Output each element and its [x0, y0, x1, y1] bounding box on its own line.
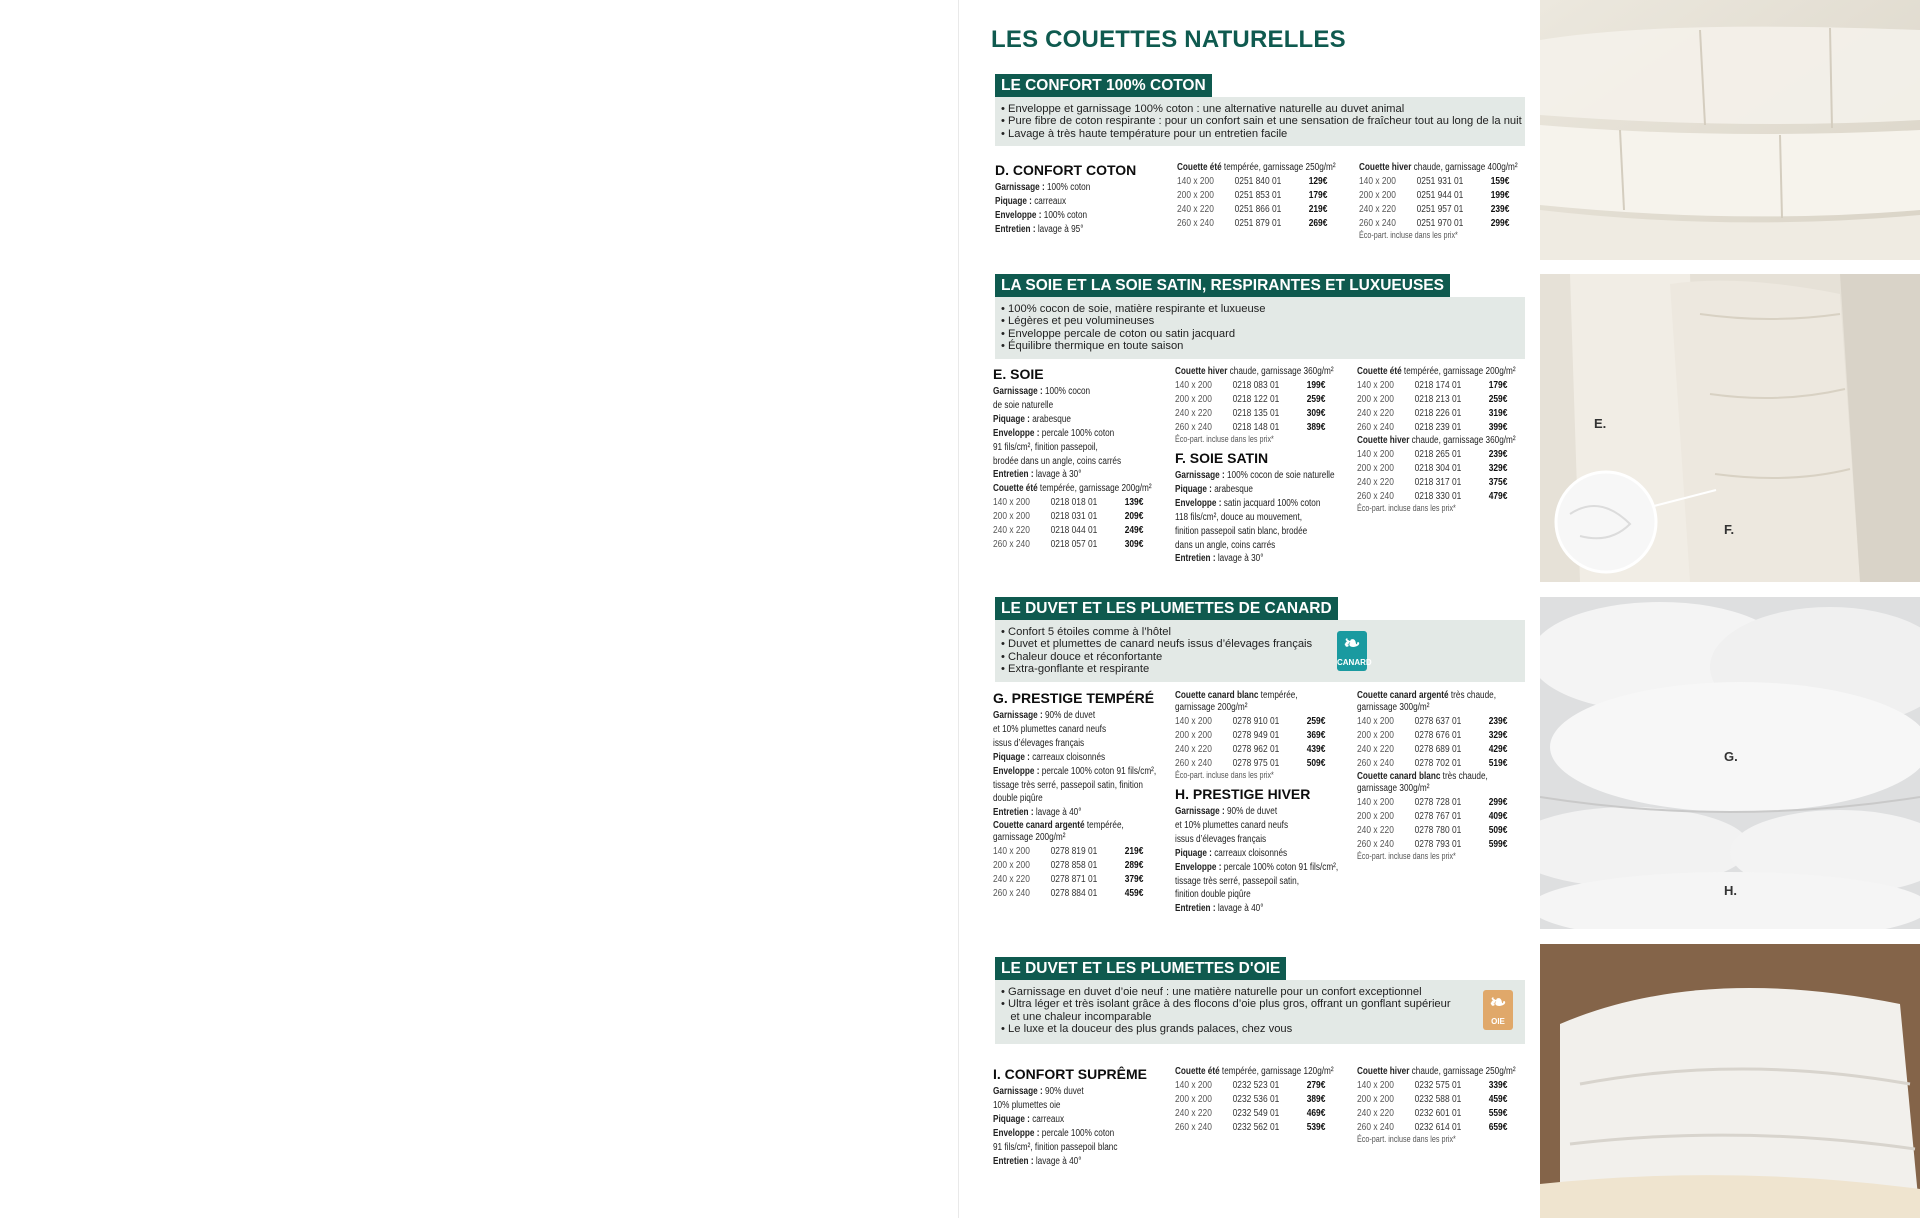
reference-cell: 0278 975 01: [1232, 757, 1280, 769]
price-cell: 259€: [1488, 393, 1508, 405]
size-cell: 200 x 200: [1357, 810, 1394, 822]
reference-cell: 0232 588 01: [1414, 1093, 1462, 1105]
price-cell: 179€: [1488, 379, 1508, 391]
price-row: [1175, 1078, 1325, 1092]
price-table-f: Couette été tempérée, garnissage 200g/m² 140 x 200 0218 174 01 179€ 200 x 200 0218 213 01 259€ 240 x 220 0218 226 01 319€ 260 x 240 0218 239 01 399€ Couette hiver chaude, garnissage 360g/m² 140 x 200 0218 265 01 239€ 200 x 200 0218 304 01 329€ 240 x 220 0218 317 01 375€ 260 x 240 0218 330 01 479€ Éco-part. incluse dans les prix*: [1357, 366, 1516, 513]
price-cell: 199€: [1306, 379, 1326, 391]
price-cell: 129€: [1308, 175, 1328, 187]
price-row: [1177, 202, 1327, 216]
bullet: • Légères et peu volumineuses: [1001, 315, 1155, 328]
product-g: G. PRESTIGE TEMPÉRÉ Garnissage : 90% de duvet et 10% plumettes canard neufs issus d’élevages français Piquage : carreaux cloisonnés Enveloppe : percale 100% coton 91 fils/cm², tissage très serré, passepoil satin, finition double piqûre Entretien : lavage à 40° Couette canard argenté tempérée, garnissage 200g/m² 140 x 200 0278 819 01 219€ 200 x 200 0278 858 01 289€ 240 x 220 0278 871 01 379€ 260 x 240 0278 884 01 459€: [993, 690, 1192, 900]
size-cell: 260 x 240: [1175, 421, 1212, 433]
eco-note: Éco-part. incluse dans les prix*: [1357, 851, 1456, 861]
reference-cell: 0232 536 01: [1232, 1093, 1280, 1105]
price-table-i-summer: Couette été tempérée, garnissage 120g/m² 140 x 200 0232 523 01 279€ 200 x 200 0232 536 01 389€ 240 x 220 0232 549 01 469€ 260 x 240 0232 562 01 539€: [1175, 1066, 1334, 1133]
price-row: [1357, 795, 1507, 809]
price-cell: 459€: [1488, 1093, 1508, 1105]
size-cell: 260 x 240: [1359, 217, 1396, 229]
reference-cell: 0278 962 01: [1232, 743, 1280, 755]
product-e: E. SOIE Garnissage : 100% cocon de soie naturelle Piquage : arabesque Enveloppe : percale 100% coton 91 fils/cm², finition passepoil, brodée dans un angle, coins carrés Entretien : lavage à 30° Couette été tempérée, garnissage 200g/m² 140 x 200 0218 018 01 139€ 200 x 200 0218 031 01 209€ 240 x 220 0218 044 01 249€ 260 x 240 0218 057 01 309€: [993, 366, 1186, 551]
price-cell: 209€: [1124, 510, 1144, 523]
section-bullets: [995, 297, 1525, 359]
reference-cell: 0278 793 01: [1414, 838, 1462, 850]
size-cell: 200 x 200: [1175, 393, 1212, 405]
product-specs: Garnissage : 90% de duvet et 10% plumettes canard neufs issus d’élevages français Piquage : carreaux cloisonnés Enveloppe : percale 100% coton 91 fils/cm², tissage très serré, passepoil satin, finition double piqûre Entretien : lavage à 40°: [1175, 806, 1339, 915]
reference-cell: 0218 122 01: [1232, 393, 1280, 405]
price-cell: 559€: [1488, 1107, 1508, 1119]
bullet: • Pure fibre de coton respirante : pour un confort sain et une sensation de fraîcheur tout au long de la nuit: [1001, 115, 1522, 128]
reference-cell: 0218 174 01: [1414, 379, 1462, 391]
price-row: [1175, 378, 1325, 392]
price-cell: 319€: [1488, 407, 1508, 419]
product-specs: Garnissage : 90% de duvet et 10% plumettes canard neufs issus d’élevages français Piquage : carreaux cloisonnés Enveloppe : percale 100% coton 91 fils/cm², tissage très serré, passepoil satin, finition double piqûre Entretien : lavage à 40°: [993, 710, 1157, 819]
price-cell: 239€: [1490, 203, 1510, 215]
price-row: [1357, 378, 1507, 392]
product-h: Couette canard blanc tempérée, garnissage 200g/m² 140 x 200 0278 910 01 259€ 200 x 200 0278 949 01 369€ 240 x 220 0278 962 01 439€ 260 x 240 0278 975 01 509€ Éco-part. incluse dans les prix* H. PRESTIGE HIVER Garnissage : 90% de duvet et 10% plumettes canard neufs issus d’élevages français Piquage : carreaux cloisonnés Enveloppe : percale 100% coton 91 fils/cm², tissage très serré, passepoil satin, finition double piqûre Entretien : lavage à 40°: [1175, 690, 1374, 916]
price-table: [1357, 1078, 1507, 1134]
price-row: [1357, 1078, 1507, 1092]
price-table-h: Couette canard argenté très chaude, garnissage 300g/m² 140 x 200 0278 637 01 239€ 200 x 200 0278 676 01 329€ 240 x 220 0278 689 01 429€ 260 x 240 0278 702 01 519€ Couette canard blanc très chaude, garnissage 300g/m² 140 x 200 0278 728 01 299€ 200 x 200 0278 767 01 409€ 240 x 220 0278 780 01 509€ 260 x 240 0278 793 01 599€ Éco-part. incluse dans les prix*: [1357, 690, 1508, 861]
price-cell: 309€: [1124, 538, 1144, 551]
size-cell: 200 x 200: [1357, 462, 1394, 474]
product-name: G. PRESTIGE TEMPÉRÉ: [993, 690, 1155, 706]
size-cell: 140 x 200: [993, 496, 1030, 509]
price-cell: 439€: [1306, 743, 1326, 755]
section-band-title: LE DUVET ET LES PLUMETTES D'OIE: [995, 957, 1286, 980]
photo-silk-duvets: [1540, 274, 1920, 582]
price-row: [1357, 489, 1507, 503]
duck-badge-icon: ❧ CANARD: [1337, 631, 1367, 671]
price-table: [1175, 714, 1325, 770]
price-row: [1357, 714, 1507, 728]
size-cell: 260 x 240: [1357, 421, 1394, 433]
size-cell: 260 x 240: [993, 887, 1030, 900]
reference-cell: 0232 562 01: [1232, 1121, 1280, 1133]
reference-cell: 0278 884 01: [1050, 887, 1098, 900]
price-table: [1357, 714, 1507, 770]
bullet: • Garnissage en duvet d’oie neuf : une matière naturelle pour un confort exceptionnel: [1001, 986, 1422, 998]
eco-note: Éco-part. incluse dans les prix*: [1357, 1134, 1456, 1144]
bullet: • Duvet et plumettes de canard neufs issus d’élevages français: [1001, 638, 1313, 651]
reference-cell: 0278 910 01: [1232, 715, 1280, 727]
reference-cell: 0251 931 01: [1416, 175, 1464, 187]
reference-cell: 0278 637 01: [1414, 715, 1462, 727]
reference-cell: 0251 879 01: [1234, 217, 1282, 229]
price-row: [1177, 188, 1327, 202]
eco-note: Éco-part. incluse dans les prix*: [1359, 230, 1458, 240]
price-table: [1357, 795, 1507, 851]
price-cell: 399€: [1488, 421, 1508, 433]
price-row: [993, 858, 1143, 872]
product-i: [993, 1066, 1147, 1168]
price-row: [1175, 756, 1325, 770]
price-table: [993, 844, 1143, 900]
reference-cell: 0232 575 01: [1414, 1079, 1462, 1091]
reference-cell: 0278 676 01: [1414, 729, 1462, 741]
size-cell: 140 x 200: [1175, 1079, 1212, 1091]
product-name: F. SOIE SATIN: [1175, 450, 1269, 466]
size-cell: 240 x 220: [993, 524, 1030, 537]
bullet: • Enveloppe et garnissage 100% coton : une alternative naturelle au duvet animal: [1001, 103, 1405, 115]
price-cell: 279€: [1306, 1079, 1326, 1091]
price-table-i-winter: Couette hiver chaude, garnissage 250g/m² 140 x 200 0232 575 01 339€ 200 x 200 0232 588 01 459€ 240 x 220 0232 601 01 559€ 260 x 240 0232 614 01 659€ Éco-part. incluse dans les prix*: [1357, 1066, 1516, 1144]
price-cell: 329€: [1488, 462, 1508, 474]
price-row: [1175, 1092, 1325, 1106]
price-row: [1177, 216, 1327, 230]
reference-cell: 0278 689 01: [1414, 743, 1462, 755]
price-cell: 429€: [1488, 743, 1508, 755]
size-cell: 200 x 200: [1357, 393, 1394, 405]
size-cell: 140 x 200: [1177, 175, 1214, 187]
size-cell: 140 x 200: [1357, 796, 1394, 808]
price-row: [1175, 728, 1325, 742]
price-cell: 539€: [1306, 1121, 1326, 1133]
price-table: [1175, 378, 1325, 434]
reference-cell: 0232 523 01: [1232, 1079, 1280, 1091]
size-cell: 200 x 200: [1175, 729, 1212, 741]
section-cotton: [995, 74, 1525, 146]
size-cell: 200 x 200: [1359, 189, 1396, 201]
eco-note: Éco-part. incluse dans les prix*: [1175, 770, 1274, 780]
price-table: [993, 495, 1143, 551]
price-table: [1177, 174, 1327, 230]
price-cell: 469€: [1306, 1107, 1326, 1119]
price-cell: 509€: [1306, 757, 1326, 769]
size-cell: 240 x 220: [1357, 407, 1394, 419]
price-table-e-winter: Couette hiver chaude, garnissage 360g/m² 140 x 200 0218 083 01 199€ 200 x 200 0218 122 01 259€ 240 x 220 0218 135 01 309€ 260 x 240 0218 148 01 389€ Éco-part. incluse dans les prix* F. SOIE SATIN Garnissage : 100% cocon de soie naturelle Piquage : arabesque Enveloppe : satin jacquard 100% coton 118 fils/cm², douce au mouvement, finition passepoil satin blanc, brodée dans un angle, coins carrés Entretien : lavage à 30°: [1175, 366, 1370, 566]
eco-note: Éco-part. incluse dans les prix*: [1357, 503, 1456, 513]
photo-duck-pillows: [1540, 597, 1920, 929]
reference-cell: 0251 970 01: [1416, 217, 1464, 229]
price-row: [1175, 714, 1325, 728]
product-name: H. PRESTIGE HIVER: [1175, 786, 1311, 802]
price-cell: 659€: [1488, 1121, 1508, 1133]
size-cell: 200 x 200: [1357, 1093, 1394, 1105]
size-cell: 240 x 220: [1177, 203, 1214, 215]
size-cell: 200 x 200: [1357, 729, 1394, 741]
size-cell: 140 x 200: [1357, 448, 1394, 460]
price-row: [1357, 420, 1507, 434]
photo-goose-duvet: [1540, 944, 1920, 1218]
reference-cell: 0278 871 01: [1050, 873, 1098, 886]
price-row: [1357, 837, 1507, 851]
price-cell: 509€: [1488, 824, 1508, 836]
price-row: [1357, 392, 1507, 406]
reference-cell: 0218 083 01: [1232, 379, 1280, 391]
section-band-title: LA SOIE ET LA SOIE SATIN, RESPIRANTES ET LUXUEUSES: [995, 274, 1450, 297]
size-cell: 260 x 240: [993, 538, 1030, 551]
price-cell: 139€: [1124, 496, 1144, 509]
price-cell: 249€: [1124, 524, 1144, 537]
photo-label-g: G.: [1724, 749, 1738, 764]
price-row: [1357, 1106, 1507, 1120]
photo-label-f: F.: [1724, 522, 1735, 537]
price-cell: 239€: [1488, 715, 1508, 727]
bullet: • Extra-gonflante et respirante: [1001, 663, 1150, 676]
price-row: [1359, 174, 1509, 188]
price-row: [993, 509, 1143, 523]
reference-cell: 0218 304 01: [1414, 462, 1462, 474]
section-bullets: [995, 620, 1525, 682]
size-cell: 240 x 220: [993, 873, 1030, 886]
size-cell: 240 x 220: [1175, 1107, 1212, 1119]
reference-cell: 0218 031 01: [1050, 510, 1098, 523]
price-row: [1357, 447, 1507, 461]
bullet: • Enveloppe percale de coton ou satin jacquard: [1001, 327, 1236, 340]
section-bullets: [995, 980, 1525, 1044]
size-cell: 200 x 200: [1175, 1093, 1212, 1105]
price-cell: 239€: [1488, 448, 1508, 460]
price-row: [1357, 1092, 1507, 1106]
price-cell: 369€: [1306, 729, 1326, 741]
bullet: et une chaleur incomparable: [1001, 1010, 1152, 1023]
price-row: [1175, 1106, 1325, 1120]
reference-cell: 0232 601 01: [1414, 1107, 1462, 1119]
price-table-d-winter: Couette hiver chaude, garnissage 400g/m² 140 x 200 0251 931 01 159€ 200 x 200 0251 944 01 199€ 240 x 220 0251 957 01 239€ 260 x 240 0251 970 01 299€ Éco-part. incluse dans les prix*: [1359, 162, 1518, 240]
price-row: [1357, 461, 1507, 475]
size-cell: 260 x 240: [1177, 217, 1214, 229]
photo-label-h: H.: [1724, 883, 1737, 898]
price-row: [1359, 216, 1509, 230]
product-name: I. CONFORT SUPRÊME: [993, 1066, 1148, 1082]
reference-cell: 0251 944 01: [1416, 189, 1464, 201]
size-cell: 240 x 220: [1357, 743, 1394, 755]
price-cell: 339€: [1488, 1079, 1508, 1091]
price-row: [993, 872, 1143, 886]
price-cell: 219€: [1124, 845, 1144, 858]
price-cell: 299€: [1490, 217, 1510, 229]
bullet: • Confort 5 étoiles comme à l’hôtel: [1001, 626, 1171, 638]
eco-note: Éco-part. incluse dans les prix*: [1175, 434, 1274, 444]
reference-cell: 0251 853 01: [1234, 189, 1282, 201]
size-cell: 240 x 220: [1175, 407, 1212, 419]
reference-cell: 0218 317 01: [1414, 476, 1462, 488]
price-cell: 459€: [1124, 887, 1144, 900]
bullet: • Chaleur douce et réconfortante: [1001, 650, 1163, 663]
photo-label-e: E.: [1594, 416, 1607, 431]
price-row: [1177, 174, 1327, 188]
reference-cell: 0232 614 01: [1414, 1121, 1462, 1133]
reference-cell: 0278 767 01: [1414, 810, 1462, 822]
section-duck: [995, 597, 1525, 682]
price-row: [1175, 392, 1325, 406]
price-table: [1357, 378, 1507, 434]
price-cell: 159€: [1490, 175, 1510, 187]
size-cell: 240 x 220: [1175, 743, 1212, 755]
price-cell: 199€: [1490, 189, 1510, 201]
price-row: [1357, 475, 1507, 489]
reference-cell: 0218 148 01: [1232, 421, 1280, 433]
product-name: E. SOIE: [993, 366, 1044, 382]
reference-cell: 0278 780 01: [1414, 824, 1462, 836]
size-cell: 140 x 200: [1359, 175, 1396, 187]
price-row: [993, 844, 1143, 858]
size-cell: 240 x 220: [1357, 1107, 1394, 1119]
bullet: • Ultra léger et très isolant grâce à des flocons d’oie plus gros, offrant un gonflant supérieur: [1001, 998, 1451, 1011]
section-bullets: [995, 97, 1525, 146]
price-cell: 299€: [1488, 796, 1508, 808]
price-row: [1357, 809, 1507, 823]
price-row: [1175, 1120, 1325, 1134]
price-row: [1357, 406, 1507, 420]
price-row: [993, 537, 1143, 551]
price-cell: 179€: [1308, 189, 1328, 201]
size-cell: 260 x 240: [1175, 757, 1212, 769]
price-row: [1357, 823, 1507, 837]
price-row: [993, 886, 1143, 900]
size-cell: 260 x 240: [1357, 757, 1394, 769]
price-row: [1357, 728, 1507, 742]
size-cell: 260 x 240: [1357, 838, 1394, 850]
price-cell: 519€: [1488, 757, 1508, 769]
price-row: [1359, 202, 1509, 216]
photo-cotton-duvet: [1540, 0, 1920, 260]
reference-cell: 0251 866 01: [1234, 203, 1282, 215]
reference-cell: 0251 957 01: [1416, 203, 1464, 215]
price-cell: 329€: [1488, 729, 1508, 741]
reference-cell: 0218 018 01: [1050, 496, 1098, 509]
price-cell: 379€: [1124, 873, 1144, 886]
reference-cell: 0218 239 01: [1414, 421, 1462, 433]
reference-cell: 0278 728 01: [1414, 796, 1462, 808]
price-cell: 219€: [1308, 203, 1328, 215]
size-cell: 200 x 200: [1177, 189, 1214, 201]
price-table-d-summer: Couette été tempérée, garnissage 250g/m² 140 x 200 0251 840 01 129€ 200 x 200 0251 853 01 179€ 240 x 220 0251 866 01 219€ 260 x 240 0251 879 01 269€: [1177, 162, 1336, 229]
price-row: [1175, 742, 1325, 756]
price-row: [1357, 742, 1507, 756]
size-cell: 260 x 240: [1357, 1121, 1394, 1133]
size-cell: 240 x 220: [1357, 476, 1394, 488]
reference-cell: 0218 265 01: [1414, 448, 1462, 460]
product-d: [995, 162, 1136, 237]
price-cell: 289€: [1124, 859, 1144, 872]
page-title: LES COUETTES NATURELLES: [991, 26, 1346, 53]
price-table: [1175, 1078, 1325, 1134]
product-specs: Garnissage : 90% duvet 10% plumettes oie Piquage : carreaux Enveloppe : percale 100% coton 91 fils/cm², finition passepoil blanc Entretien : lavage à 40°: [993, 1086, 1118, 1167]
bullet: • Le luxe et la douceur des plus grands palaces, chez vous: [1001, 1023, 1293, 1036]
price-table: [1357, 447, 1507, 503]
price-cell: 375€: [1488, 476, 1508, 488]
reference-cell: 0218 330 01: [1414, 490, 1462, 502]
reference-cell: 0278 702 01: [1414, 757, 1462, 769]
size-cell: 140 x 200: [1357, 715, 1394, 727]
price-row: [1357, 1120, 1507, 1134]
size-cell: 140 x 200: [1357, 1079, 1394, 1091]
price-row: [1359, 188, 1509, 202]
product-name: D. CONFORT COTON: [995, 162, 1137, 178]
product-specs: Garnissage : 100% coton Piquage : carreaux Enveloppe : 100% coton Entretien : lavage à 95°: [995, 182, 1091, 235]
price-cell: 389€: [1306, 1093, 1326, 1105]
reference-cell: 0218 226 01: [1414, 407, 1462, 419]
section-band-title: LE DUVET ET LES PLUMETTES DE CANARD: [995, 597, 1338, 620]
price-row: [993, 495, 1143, 509]
size-cell: 140 x 200: [1357, 379, 1394, 391]
reference-cell: 0218 135 01: [1232, 407, 1280, 419]
price-cell: 309€: [1306, 407, 1326, 419]
product-specs: Garnissage : 100% cocon de soie naturelle Piquage : arabesque Enveloppe : percale 100% coton 91 fils/cm², finition passepoil, brodée dans un angle, coins carrés Entretien : lavage à 30°: [993, 386, 1122, 481]
size-cell: 200 x 200: [993, 859, 1030, 872]
goose-badge-icon: ❧ OIE: [1483, 990, 1513, 1030]
reference-cell: 0218 044 01: [1050, 524, 1098, 537]
price-cell: 599€: [1488, 838, 1508, 850]
price-cell: 259€: [1306, 715, 1326, 727]
product-specs: Garnissage : 100% cocon de soie naturelle Piquage : arabesque Enveloppe : satin jacquard 100% coton 118 fils/cm², douce au mouvement, finition passepoil satin blanc, brodée dans un angle, coins carrés Entretien : lavage à 30°: [1175, 470, 1335, 565]
reference-cell: 0218 057 01: [1050, 538, 1098, 551]
price-row: [993, 523, 1143, 537]
bullet: • Lavage à très haute température pour un entretien facile: [1001, 127, 1288, 140]
price-row: [1175, 420, 1325, 434]
size-cell: 240 x 220: [1357, 824, 1394, 836]
price-row: [1175, 406, 1325, 420]
reference-cell: 0278 949 01: [1232, 729, 1280, 741]
bullet: • Équilibre thermique en toute saison: [1001, 340, 1184, 353]
reference-cell: 0278 858 01: [1050, 859, 1098, 872]
price-row: [1357, 756, 1507, 770]
size-cell: 140 x 200: [1175, 715, 1212, 727]
section-band-title: LE CONFORT 100% COTON: [995, 74, 1212, 97]
reference-cell: 0232 549 01: [1232, 1107, 1280, 1119]
bullet: • 100% cocon de soie, matière respirante et luxueuse: [1001, 303, 1266, 315]
size-cell: 140 x 200: [993, 845, 1030, 858]
section-goose: [995, 957, 1525, 1044]
reference-cell: 0218 213 01: [1414, 393, 1462, 405]
size-cell: 140 x 200: [1175, 379, 1212, 391]
reference-cell: 0251 840 01: [1234, 175, 1282, 187]
price-cell: 259€: [1306, 393, 1326, 405]
price-cell: 389€: [1306, 421, 1326, 433]
price-cell: 409€: [1488, 810, 1508, 822]
size-cell: 260 x 240: [1357, 490, 1394, 502]
price-table: [1359, 174, 1509, 230]
size-cell: 260 x 240: [1175, 1121, 1212, 1133]
price-cell: 479€: [1488, 490, 1508, 502]
section-silk: [995, 274, 1525, 359]
size-cell: 200 x 200: [993, 510, 1030, 523]
reference-cell: 0278 819 01: [1050, 845, 1098, 858]
price-cell: 269€: [1308, 217, 1328, 229]
size-cell: 240 x 220: [1359, 203, 1396, 215]
